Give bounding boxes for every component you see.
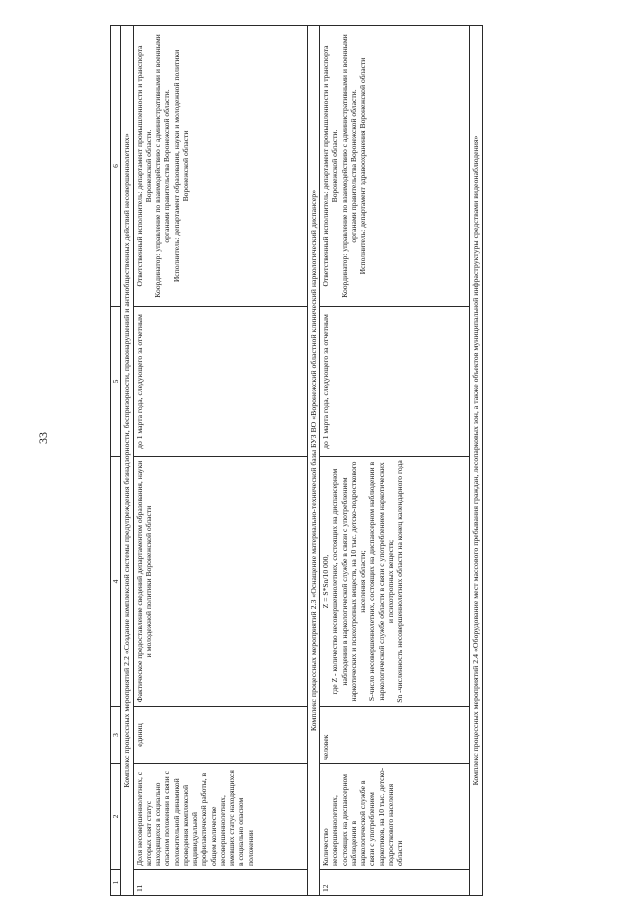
- table-header-row: [111, 26, 121, 896]
- header-col-3: 3: [111, 707, 121, 764]
- executor: Исполнитель: департамент здравоохранения Воронежской области: [358, 57, 368, 275]
- header-col-2: 2: [111, 764, 121, 870]
- formula: Z = S*Sn/10 000,: [321, 554, 331, 609]
- row-number: 12: [320, 870, 470, 896]
- executor: Исполнитель: департамент образования, науки и молодежной политики Воронежской области: [171, 49, 190, 283]
- indicator-name: Доля несовершеннолетних, с которых снят статус находящихся в социально опасном положении в связи с положительной динамикой проведения комплексной индивидуальной профилактической работы, в общем количестве несовершеннолетних, имевших статус находящихся в социально опасном положении: [133, 764, 307, 870]
- indicators-table: [110, 25, 483, 896]
- deadline: до 1 марта года, следующего за отчетным: [320, 307, 470, 457]
- formula-s-definition: S-число несовершеннолетних, состоящих на диспансерном наблюдении в наркологической службе области в связи с употреблением наркотических и психотропных веществ;: [367, 461, 395, 702]
- section-row-2-2: [121, 26, 134, 896]
- header-col-6: 6: [111, 26, 121, 307]
- calculation-method: Фактическое предоставление сведений департаментом образования, науки и молодежной политики Воронежской области: [133, 457, 307, 707]
- section-title: Комплекс процессных мероприятий 2.3 «Оснащение материально-технической базы БУЗ ВО «Воронежский областной клинический наркологический диспансер»: [307, 26, 320, 896]
- table-row-12: [320, 26, 470, 896]
- indicator-name: Количество несовершеннолетних, состоящих на диспансерном наблюдении в наркологической службе в связи с употреблением наркотиков, на 10 тыс. детско-подросткового населения области: [320, 764, 470, 870]
- unit: единиц: [133, 707, 307, 764]
- formula-sn-definition: Sn -численность несовершеннолетних области на конец календарного года: [395, 460, 405, 703]
- section-row-2-3: [307, 26, 320, 896]
- responsible-executor: Ответственный исполнитель: департамент промышленности и транспорта Воронежской области.: [321, 45, 340, 287]
- coordinator: Координатор: управление по взаимодействию с административными и военными органами правительства Воронежской области.: [153, 34, 172, 298]
- header-col-5: 5: [111, 307, 121, 457]
- section-title: Комплекс процессных мероприятий 2.2 «Создание комплексной системы предупреждения безнадзорности, беспризорности, правонарушений и антиобщественных действий несовершеннолетних»: [121, 26, 134, 896]
- section-row-2-4: [470, 26, 483, 896]
- unit: человек: [320, 707, 470, 764]
- table-row-11: [133, 26, 307, 896]
- rotated-document: [110, 26, 545, 896]
- responsible: [133, 26, 307, 307]
- deadline: до 1 марта года, следующего за отчетным: [133, 307, 307, 457]
- row-number: 11: [133, 870, 307, 896]
- header-col-4: 4: [111, 457, 121, 707]
- formula-where: где Z - количество несовершеннолетних, состоящих на диспансерном наблюдении в наркологической службе в связи с употреблением наркотических и психотропных веществ, на 10 тыс. детско-подросткового населения области;: [330, 461, 368, 702]
- header-col-1: 1: [111, 870, 121, 896]
- responsible: [320, 26, 470, 307]
- calculation-method: [320, 457, 470, 707]
- coordinator: Координатор: управление по взаимодействию с административными и военными органами правительства Воронежской области.: [339, 34, 358, 298]
- section-title: Комплекс процессных мероприятий 2.4 «Оборудование мест массового пребывания граждан, лесопарковых зон, а также объектов муниципальной инфраструктуры средствами видеонаблюдения»: [470, 26, 483, 896]
- responsible-executor: Ответственный исполнитель: департамент промышленности и транспорта Воронежской области.: [134, 45, 153, 287]
- page-number: 33: [36, 432, 50, 444]
